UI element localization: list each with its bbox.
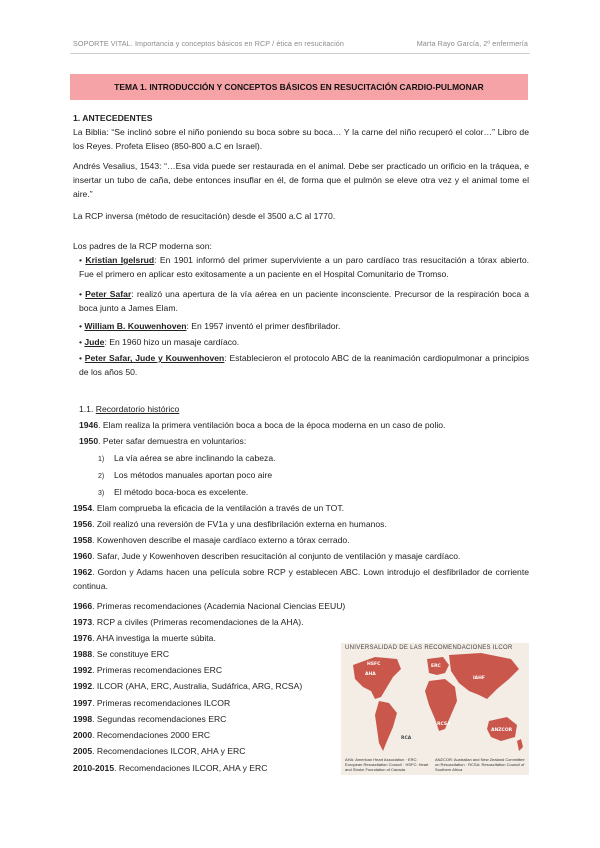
timeline-event: 1992. ILCOR (AHA, ERC, Australia, Sudáfrica, ARG, RCSA) bbox=[73, 681, 303, 691]
list-item: • Jude: En 1960 hizo un masaje cardíaco. bbox=[79, 337, 240, 347]
page-title: TEMA 1. INTRODUCCIÓN Y CONCEPTOS BÁSICOS EN RESUCITACIÓN CARDIO-PULMONAR bbox=[70, 74, 528, 100]
paragraph-biblia: La Biblia: “Se inclinó sobre el niño poniendo su boca sobre su boca… Y la carne del niño recuperó el color…” Libro de los Reyes. Profeta Eliseo (850-800 a.C en Israel). bbox=[73, 127, 529, 151]
map-legend-right: ANZCOR: Australian and New Zealand Committee on Resuscitation · RCSA: Resuscitation Council of Southern Africa bbox=[435, 757, 525, 772]
map-label: ANZCOR bbox=[491, 728, 513, 733]
timeline-event: 2005. Recomendaciones ILCOR, AHA y ERC bbox=[73, 746, 246, 756]
numbered-item: 2) Los métodos manuales aportan poco aire bbox=[98, 470, 273, 480]
subsection-heading: 1.1. Recordatorio histórico bbox=[79, 404, 180, 414]
fathers-intro: Los padres de la RCP moderna son: bbox=[73, 241, 212, 251]
map-label: IAHF bbox=[473, 676, 485, 681]
timeline-event: 1966. Primeras recomendaciones (Academia Nacional Ciencias EEUU) bbox=[73, 601, 346, 611]
person-name: Peter Safar bbox=[85, 289, 132, 299]
list-item: • William B. Kouwenhoven: En 1957 inventó el primer desfibrilador. bbox=[79, 321, 341, 331]
list-item: • Kristian Igelsrud: En 1901 informó del primer superviviente a un paro cardíaco tras resucitación a tórax abierto. Fue el primero en aplicar esto exitosamente a un paciente en el Hospital Comunitario de Tromso. bbox=[79, 255, 529, 279]
numbered-item: 1) La vía aérea se abre inclinando la cabeza. bbox=[98, 453, 276, 463]
new-zealand-shape bbox=[517, 739, 523, 751]
timeline-event: 2000. Recomendaciones 2000 ERC bbox=[73, 730, 211, 740]
map-label: RCSA bbox=[437, 722, 451, 727]
paragraph-rcp-inversa: La RCP inversa (método de resucitación) desde el 3500 a.C al 1770. bbox=[73, 211, 336, 221]
timeline-event: 1992. Primeras recomendaciones ERC bbox=[73, 665, 223, 675]
list-item: • Peter Safar: realizó una apertura de la vía aérea en un paciente inconsciente. Precursor de la respiración boca a boca junto a James Elam. bbox=[79, 289, 530, 313]
map-legend-left: AHA: American Heart Association · ERC: European Resuscitation Council · HSFC: Heart and Stroke Foundation of Canada bbox=[345, 757, 429, 772]
section-heading: 1. ANTECEDENTES bbox=[73, 113, 153, 123]
person-name: Kristian Igelsrud bbox=[85, 255, 155, 265]
person-name: William B. Kouwenhoven bbox=[84, 321, 187, 331]
timeline-event: 1960. Safar, Jude y Kowenhoven describen resucitación al conjunto de ventilación y masaje cardíaco. bbox=[73, 551, 461, 561]
timeline-event: 1973. RCP a civiles (Primeras recomendaciones de la AHA). bbox=[73, 617, 304, 627]
timeline-event: 1950. Peter safar demuestra en voluntarios: bbox=[79, 436, 247, 446]
world-map-graphic bbox=[341, 643, 529, 775]
timeline-event: 2010-2015. Recomendaciones ILCOR, AHA y ERC bbox=[73, 763, 268, 773]
list-item: • Peter Safar, Jude y Kouwenhoven: Establecieron el protocolo ABC de la reanimación cardiopulmonar a principios de los años 50. bbox=[79, 353, 529, 377]
map-label: HSFC bbox=[367, 662, 381, 667]
map-label: RCA bbox=[401, 736, 412, 741]
timeline-event: 1954. Elam comprueba la eficacia de la ventilación a través de un TOT. bbox=[73, 503, 345, 513]
map-label: ERC bbox=[431, 664, 441, 669]
timeline-event: 1976. AHA investiga la muerte súbita. bbox=[73, 633, 216, 643]
timeline-event: 1946. Elam realiza la primera ventilación boca a boca de la época moderna en un caso de polio. bbox=[79, 420, 446, 430]
header-right: Marta Rayo García, 2º enfermería bbox=[416, 39, 528, 48]
person-name: Jude bbox=[84, 337, 105, 347]
header-left: SOPORTE VITAL. Importancia y conceptos básicos en RCP / ética en resucitación bbox=[73, 39, 344, 48]
ilcor-world-map bbox=[341, 643, 529, 775]
map-title: UNIVERSALIDAD DE LAS RECOMENDACIONES ILCOR bbox=[345, 645, 513, 651]
timeline-event: 1956. Zoil realizó una reversión de FV1a y una desfibrilación externa en humanos. bbox=[73, 519, 387, 529]
map-label: AHA bbox=[365, 672, 376, 677]
paragraph-vesalius: Andrés Vesalius, 1543: “…Esa vida puede ser restaurada en el animal. Debe ser practicado un orificio en la tráquea, e insertar un tubo de caña, debe entonces insuflar en él, de forma que el pulmón se eleve otra vez y el animal tome el aire.” bbox=[73, 161, 529, 199]
numbered-item: 3) El método boca-boca es excelente. bbox=[98, 487, 249, 497]
timeline-event: 1998. Segundas recomendaciones ERC bbox=[73, 714, 227, 724]
timeline-event: 1962. Gordon y Adams hacen una película sobre RCP y establecen ABC. Lown introdujo el desfibrilador de corriente continua. bbox=[73, 567, 529, 591]
south-america-shape bbox=[375, 701, 397, 751]
timeline-event: 1958. Kowenhoven describe el masaje cardíaco externo a tórax cerrado. bbox=[73, 535, 350, 545]
timeline-event: 1997. Primeras recomendaciones ILCOR bbox=[73, 698, 231, 708]
person-name: Peter Safar, Jude y Kouwenhoven bbox=[84, 353, 225, 363]
timeline-event: 1988. Se constituye ERC bbox=[73, 649, 170, 659]
header-divider bbox=[70, 53, 530, 54]
